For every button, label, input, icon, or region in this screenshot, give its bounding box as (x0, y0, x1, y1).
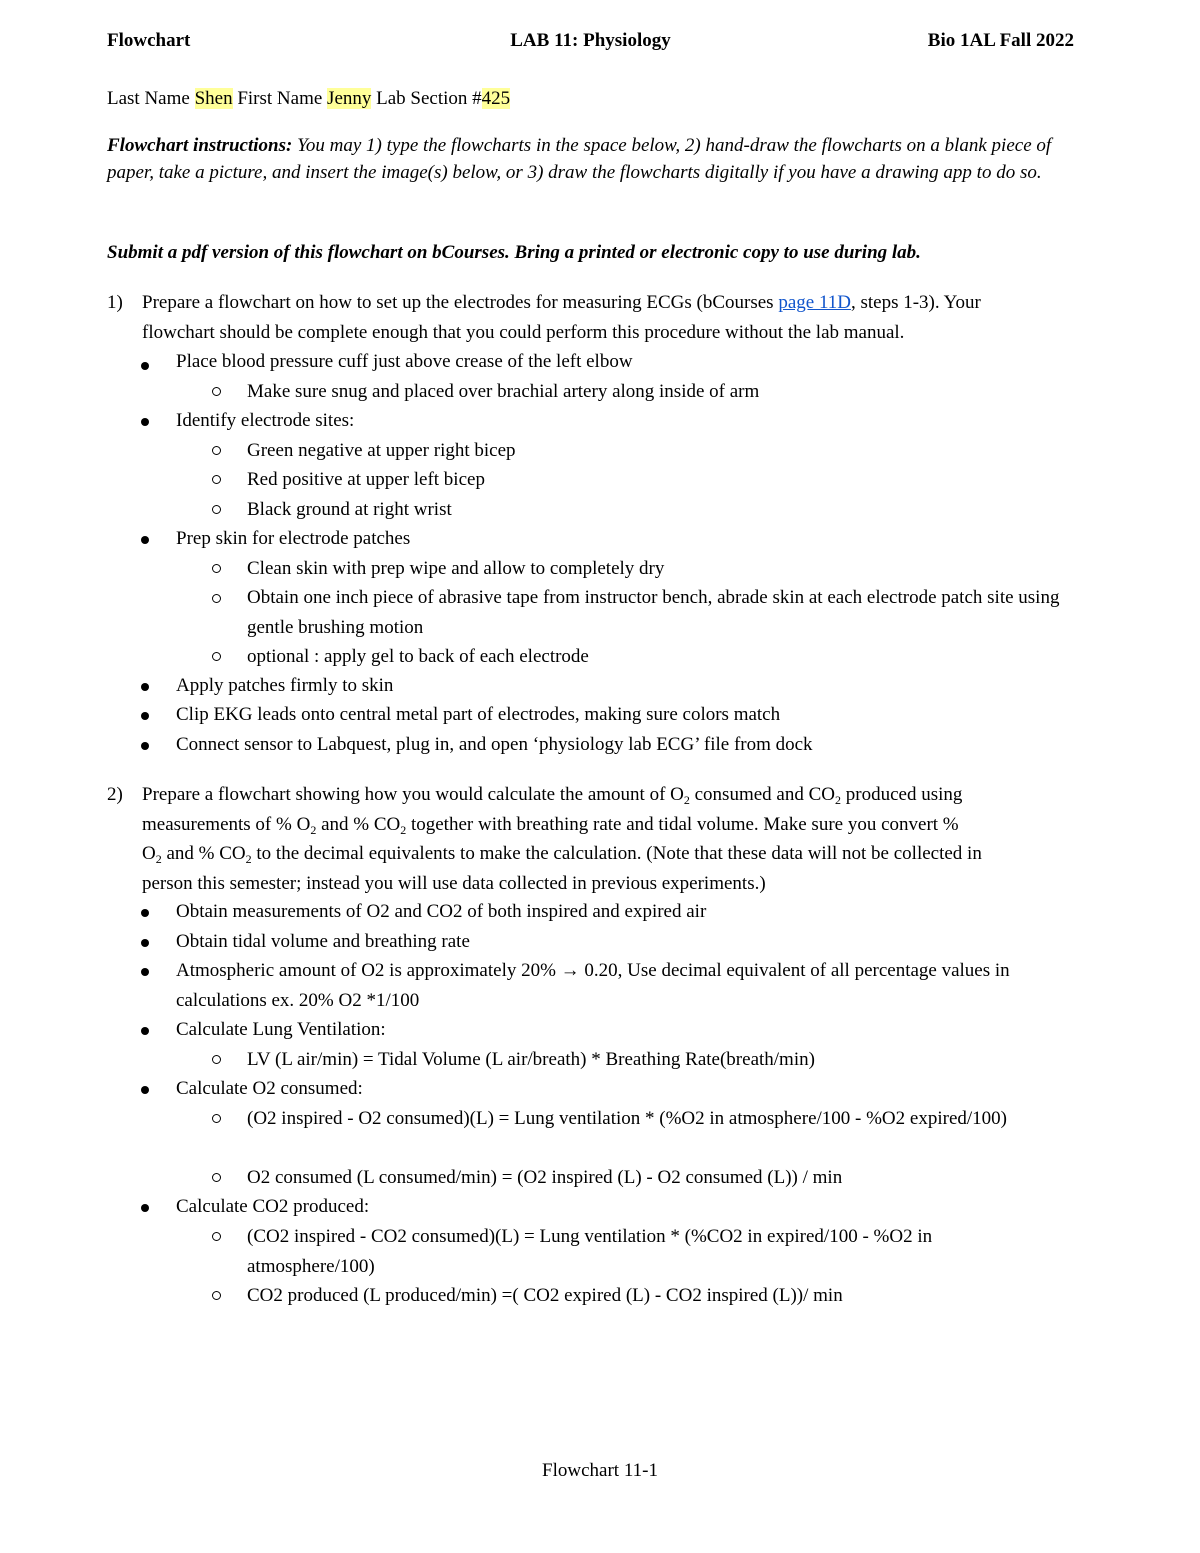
question-2-text-line2 (142, 810, 1097, 840)
flowchart-instructions (107, 133, 1097, 186)
list-item: Prep skin for electrode patches (176, 528, 411, 549)
circle-bullet-icon (212, 594, 221, 603)
list-item: Calculate CO2 produced: (176, 1196, 370, 1217)
bullet-icon (141, 683, 149, 691)
first-name-label: First Name (232, 88, 328, 109)
bullet-icon (141, 968, 149, 976)
list-item: (CO2 inspired - CO2 consumed)(L) = Lung ventilation * (%CO2 in expired/100 - %O2 in atmosphere/100) (247, 1226, 933, 1277)
circle-bullet-icon (212, 505, 221, 514)
list-item: Identify electrode sites: (176, 410, 355, 431)
question-1-text-line1 (142, 288, 1097, 318)
circle-bullet-icon (212, 652, 221, 661)
page-11d-link[interactable]: page 11D (778, 292, 851, 313)
subscript: 2 (683, 793, 690, 807)
lab-section-value: 425 (481, 88, 511, 109)
question-2-text-line1 (142, 780, 1097, 810)
header-left: Flowchart (107, 30, 191, 51)
list-item: Clip EKG leads onto central metal part of electrodes, making sure colors match (176, 704, 781, 725)
circle-bullet-icon (212, 1055, 221, 1064)
q2-text: together with breathing rate and tidal volume. Make sure you convert % (406, 813, 959, 835)
list-item: (O2 inspired - O2 consumed)(L) = Lung ventilation * (%O2 in atmosphere/100 - %O2 expired/100) (247, 1108, 1007, 1129)
circle-bullet-icon (212, 1232, 221, 1241)
name-line (107, 87, 510, 111)
page-footer: Flowchart 11-1 (542, 1460, 658, 1481)
page-header (107, 30, 1074, 56)
list-item: Black ground at right wrist (247, 499, 452, 520)
bullet-icon (141, 418, 149, 426)
list-item: Clean skin with prep wipe and allow to completely dry (247, 558, 665, 579)
list-item: Atmospheric amount of O2 is approximately 20% → 0.20, Use decimal equivalent of all percentage values in calculations ex. 20% O2 *1/100 (176, 960, 1010, 1011)
list-item: Apply patches firmly to skin (176, 675, 394, 696)
bullet-icon (141, 712, 149, 720)
q2-text: O (142, 843, 156, 864)
q2-text: measurements of % O (142, 813, 311, 835)
question-1-number: 1) (107, 292, 123, 313)
list-item: Place blood pressure cuff just above crease of the left elbow (176, 351, 633, 372)
circle-bullet-icon (212, 446, 221, 455)
list-item: O2 consumed (L consumed/min) = (O2 inspired (L) - O2 consumed (L)) / min (247, 1167, 843, 1188)
q2-text: produced using (841, 784, 963, 805)
list-item: Calculate O2 consumed: (176, 1078, 363, 1099)
q2-text: to the decimal equivalents to make the calculation. (Note that these data will not be collected in (251, 843, 982, 864)
question-1-text-b: , steps 1-3). Your (850, 292, 981, 313)
circle-bullet-icon (212, 1173, 221, 1182)
last-name-value: Shen (194, 88, 233, 109)
header-right: Bio 1AL Fall 2022 (927, 30, 1074, 51)
circle-bullet-icon (212, 387, 221, 396)
submit-note: Submit a pdf version of this flowchart on bCourses. Bring a printed or electronic copy to use during lab. (107, 242, 921, 263)
circle-bullet-icon (212, 1114, 221, 1123)
question-2 (107, 780, 1097, 898)
list-item: Connect sensor to Labquest, plug in, and open ‘physiology lab ECG’ file from dock (176, 734, 813, 755)
lab-section-label: Lab Section # (371, 88, 482, 109)
question-2-number: 2) (107, 784, 123, 805)
bullet-icon (141, 1086, 149, 1094)
circle-bullet-icon (212, 1291, 221, 1300)
list-item: Red positive at upper left bicep (247, 469, 485, 490)
q2-text: consumed and CO (689, 784, 835, 805)
last-name-label: Last Name (107, 88, 195, 109)
subscript: 2 (245, 852, 252, 866)
list-item: Obtain measurements of O2 and CO2 of both inspired and expired air (176, 901, 707, 922)
subscript: 2 (400, 822, 407, 837)
bullet-icon (141, 909, 149, 917)
circle-bullet-icon (212, 475, 221, 484)
q2-text: and % CO (161, 843, 246, 864)
list-item: LV (L air/min) = Tidal Volume (L air/breath) * Breathing Rate(breath/min) (247, 1049, 815, 1070)
question-1 (107, 288, 1097, 347)
question-2-text-line3 (142, 839, 1097, 869)
instructions-lead: Flowchart instructions: (107, 135, 293, 156)
bullet-icon (141, 742, 149, 750)
bullet-icon (141, 1027, 149, 1035)
subscript: 2 (835, 793, 841, 807)
bullet-icon (141, 362, 149, 370)
list-item: optional : apply gel to back of each electrode (247, 646, 589, 667)
q2-text: and % CO (316, 813, 401, 835)
list-item: CO2 produced (L produced/min) =( CO2 expired (L) - CO2 inspired (L))/ min (247, 1285, 843, 1306)
subscript: 2 (155, 852, 162, 866)
bullet-icon (141, 1204, 149, 1212)
bullet-icon (141, 939, 149, 947)
list-item: Obtain tidal volume and breathing rate (176, 931, 470, 952)
circle-bullet-icon (212, 564, 221, 573)
instructions-body: You may 1) type the flowcharts in the space below, 2) hand-draw the flowcharts on a blank piece of paper, take a picture, and insert the image(s) below, or 3) draw the flowcharts digitally if you have a drawing app to do so. (107, 135, 1052, 183)
question-1-text-a: Prepare a flowchart on how to set up the electrodes for measuring ECGs (bCourses (142, 292, 779, 313)
q2-text: Prepare a flowchart showing how you would calculate the amount of O (142, 784, 684, 805)
first-name-value: Jenny (327, 88, 372, 109)
bullet-icon (141, 536, 149, 544)
list-item: Green negative at upper right bicep (247, 440, 516, 461)
list-item: Calculate Lung Ventilation: (176, 1019, 386, 1040)
list-item: Make sure snug and placed over brachial artery along inside of arm (247, 381, 760, 402)
question-1-text-line2: flowchart should be complete enough that you could perform this procedure without the lab manual. (142, 321, 905, 343)
question-2-text-line4: person this semester; instead you will use data collected in previous experiments.) (142, 872, 766, 894)
subscript: 2 (310, 822, 317, 837)
header-center: LAB 11: Physiology (510, 30, 671, 51)
list-item: Obtain one inch piece of abrasive tape from instructor bench, abrade skin at each electrode patch site using gentle brushing motion (247, 587, 1060, 638)
